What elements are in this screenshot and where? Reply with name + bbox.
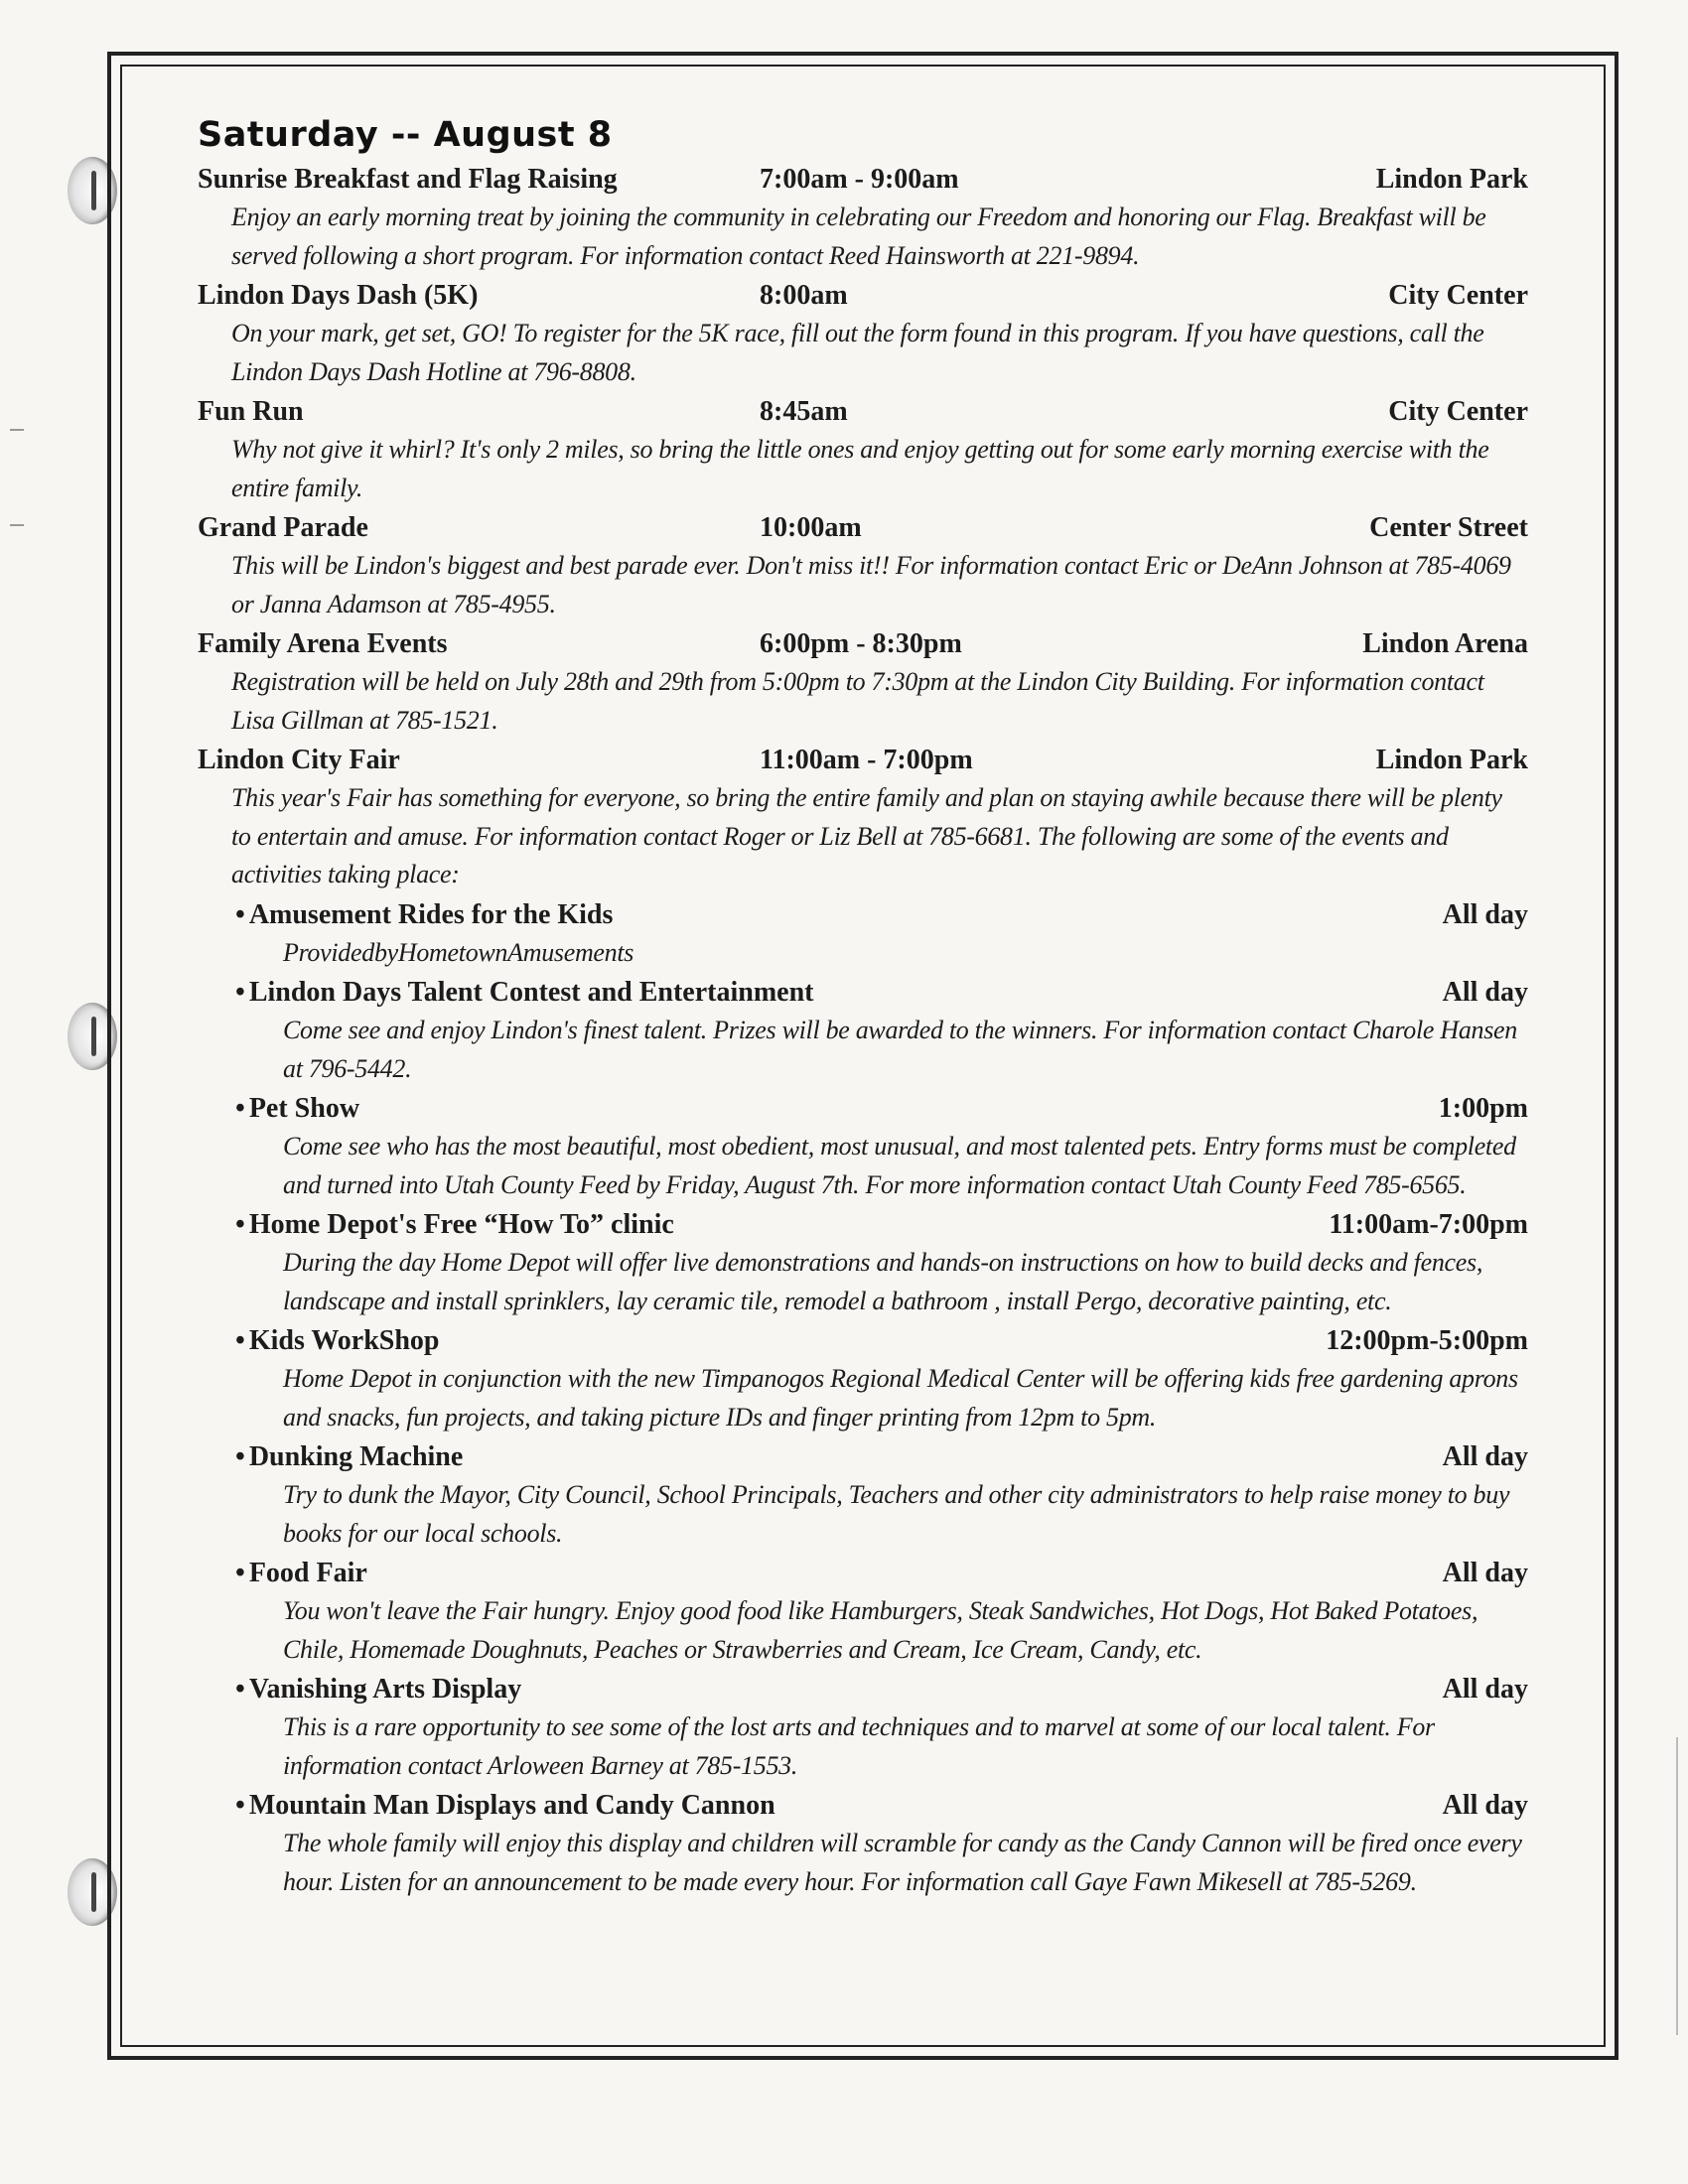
activity-description: Come see who has the most beautiful, most obedient, most unusual, and most talented pets. Entry forms must be completed and turned into Utah County Feed by Friday, August 7th. For more information contact Utah County Feed 785-6565. <box>283 1132 1516 1199</box>
bullet-icon: • <box>235 1209 245 1240</box>
event-grand-parade <box>198 508 1528 623</box>
event-time: 7:00am - 9:00am <box>760 164 959 195</box>
activity-description: You won't leave the Fair hungry. Enjoy good food like Hamburgers, Steak Sandwiches, Hot Dogs, Hot Baked Potatoes, Chile, Homemade Doughnuts, Peaches or Strawberries and Cream, Ice Cream, Candy, etc. <box>283 1596 1478 1664</box>
fair-activity-item <box>235 1786 1528 1901</box>
activity-title <box>235 1205 674 1244</box>
activity-time: 1:00pm <box>1438 1093 1528 1124</box>
activity-time: 12:00pm-5:00pm <box>1326 1325 1528 1356</box>
activity-description: ProvidedbyHometownAmusements <box>283 937 634 967</box>
activity-title-text: Amusement Rides for the Kids <box>248 898 614 930</box>
event-title: Grand Parade <box>198 512 368 543</box>
activity-title-text: Food Fair <box>248 1558 367 1588</box>
activity-title <box>235 1786 775 1825</box>
activity-description: Come see and enjoy Lindon's finest talent. Prizes will be awarded to the winners. For information contact Charole Hansen at 796-5442. <box>283 1016 1517 1083</box>
activity-header <box>235 1089 1528 1128</box>
activity-description: Home Depot in conjunction with the new Timpanogos Regional Medical Center will be offering kids free gardening aprons and snacks, fun projects, and taking picture IDs and finger printing from 12pm to 5pm. <box>283 1364 1518 1432</box>
fair-activity-item <box>235 1670 1528 1785</box>
fair-activity-item <box>235 1089 1528 1204</box>
activity-title <box>235 1670 521 1708</box>
bullet-icon: • <box>235 1790 245 1821</box>
event-description: This will be Lindon's biggest and best parade ever. Don't miss it!! For information contact Eric or DeAnn Johnson at 785-4069 or Janna Adamson at 785-4955. <box>231 551 1511 618</box>
page-border <box>107 52 1618 2060</box>
event-time: 10:00am <box>760 512 862 543</box>
event-time: 6:00pm - 8:30pm <box>760 628 962 659</box>
event-description: This year's Fair has something for everyone, so bring the entire family and plan on staying awhile because there will be plenty to entertain and amuse. For information contact Roger or Liz Bell at 785-6681. The following are some of the events and activities taking place: <box>231 783 1502 888</box>
schedule-content <box>198 114 1528 1902</box>
activity-header <box>235 1205 1528 1244</box>
activity-description: Try to dunk the Mayor, City Council, School Principals, Teachers and other city administrators to help raise money to buy books for our local schools. <box>283 1480 1510 1548</box>
fair-activity-item <box>235 1554 1528 1669</box>
page-border-inner <box>120 65 1606 2047</box>
activity-description: During the day Home Depot will offer live demonstrations and hands-on instructions on how to build decks and fences, landscape and install sprinklers, lay ceramic tile, remodel a bathroom , install Pergo, decorative painting, etc. <box>283 1248 1483 1315</box>
activity-time: All day <box>1442 1558 1528 1588</box>
event-location: Lindon Park <box>1375 745 1528 775</box>
event-header <box>198 624 1528 663</box>
activity-time: All day <box>1442 898 1528 930</box>
event-title: Family Arena Events <box>198 628 448 659</box>
activity-time: All day <box>1442 1441 1528 1472</box>
event-fun-run <box>198 392 1528 507</box>
activity-time: 11:00am-7:00pm <box>1329 1209 1528 1240</box>
event-time: 8:00am <box>760 280 848 311</box>
activity-header <box>235 1670 1528 1708</box>
activity-header <box>235 973 1528 1012</box>
activity-title <box>235 1089 359 1128</box>
activity-title-text: Kids WorkShop <box>248 1325 440 1356</box>
event-header <box>198 741 1528 779</box>
event-time: 8:45am <box>760 396 848 427</box>
activity-header <box>235 1321 1528 1360</box>
bullet-icon: • <box>235 1558 245 1588</box>
activity-description: This is a rare opportunity to see some of the lost arts and techniques and to marvel at some of our local talent. For information contact Arloween Barney at 785-1553. <box>283 1712 1435 1780</box>
activity-title-text: Pet Show <box>248 1093 360 1124</box>
event-header <box>198 508 1528 547</box>
event-location: City Center <box>1388 396 1528 427</box>
activity-title <box>235 973 813 1012</box>
activity-time: All day <box>1442 977 1528 1008</box>
activity-title-text: Mountain Man Displays and Candy Cannon <box>248 1790 775 1821</box>
margin-mark <box>10 524 24 526</box>
event-title: Lindon Days Dash (5K) <box>198 280 479 311</box>
activity-title <box>235 1321 440 1360</box>
fair-activity-item <box>235 1321 1528 1436</box>
event-location: Lindon Arena <box>1362 628 1528 659</box>
activity-header <box>235 1437 1528 1476</box>
bullet-icon: • <box>235 898 245 930</box>
event-header <box>198 392 1528 431</box>
day-heading: Saturday -- August 8 <box>198 115 613 155</box>
activity-header <box>235 895 1528 934</box>
fair-activity-item <box>235 1437 1528 1553</box>
event-family-arena <box>198 624 1528 740</box>
event-location: Lindon Park <box>1375 164 1528 195</box>
activity-title-text: Vanishing Arts Display <box>248 1674 522 1705</box>
margin-mark <box>10 429 24 431</box>
event-city-fair <box>198 741 1528 894</box>
event-description: On your mark, get set, GO! To register for the 5K race, fill out the form found in this program. If you have questions, call the Lindon Days Dash Hotline at 796-8808. <box>231 319 1484 386</box>
event-location: City Center <box>1388 280 1528 311</box>
event-location: Center Street <box>1369 512 1528 543</box>
event-time: 11:00am - 7:00pm <box>760 745 973 775</box>
event-lindon-days-dash <box>198 276 1528 391</box>
event-sunrise-breakfast <box>198 160 1528 275</box>
fair-activity-item <box>235 895 1528 973</box>
bullet-icon: • <box>235 1325 245 1356</box>
event-title: Lindon City Fair <box>198 745 400 775</box>
activity-title <box>235 895 613 934</box>
fair-activity-list <box>235 895 1528 1902</box>
bullet-icon: • <box>235 1093 245 1124</box>
activity-time: All day <box>1442 1790 1528 1821</box>
bullet-icon: • <box>235 1674 245 1705</box>
event-description: Why not give it whirl? It's only 2 miles, so bring the little ones and enjoy getting out for some early morning exercise with the entire family. <box>231 435 1489 502</box>
activity-time: All day <box>1442 1674 1528 1705</box>
activity-title-text: Dunking Machine <box>248 1441 464 1472</box>
activity-header <box>235 1554 1528 1592</box>
bullet-icon: • <box>235 1441 245 1472</box>
activity-title-text: Lindon Days Talent Contest and Entertainment <box>248 977 814 1008</box>
activity-header <box>235 1786 1528 1825</box>
event-header <box>198 276 1528 315</box>
event-title: Sunrise Breakfast and Flag Raising <box>198 164 618 195</box>
event-header <box>198 160 1528 199</box>
activity-title <box>235 1554 367 1592</box>
bullet-icon: • <box>235 977 245 1008</box>
event-description: Enjoy an early morning treat by joining the community in celebrating our Freedom and honoring our Flag. Breakfast will be served following a short program. For information contact Reed Hainsworth at 221-9894. <box>231 203 1486 270</box>
fair-activity-item <box>235 1205 1528 1320</box>
activity-description: The whole family will enjoy this display and children will scramble for candy as the Candy Cannon will be fired once every hour. Listen for an announcement to be made every hour. For information call Gaye Fawn Mikesell at 785-5269. <box>283 1829 1522 1896</box>
event-title: Fun Run <box>198 396 304 427</box>
event-description: Registration will be held on July 28th and 29th from 5:00pm to 7:30pm at the Lindon City Building. For information contact Lisa Gillman at 785-1521. <box>231 667 1484 735</box>
activity-title <box>235 1437 463 1476</box>
fair-activity-item <box>235 973 1528 1088</box>
page-edge-line <box>1676 1737 1678 2035</box>
activity-title-text: Home Depot's Free “How To” clinic <box>248 1209 674 1240</box>
